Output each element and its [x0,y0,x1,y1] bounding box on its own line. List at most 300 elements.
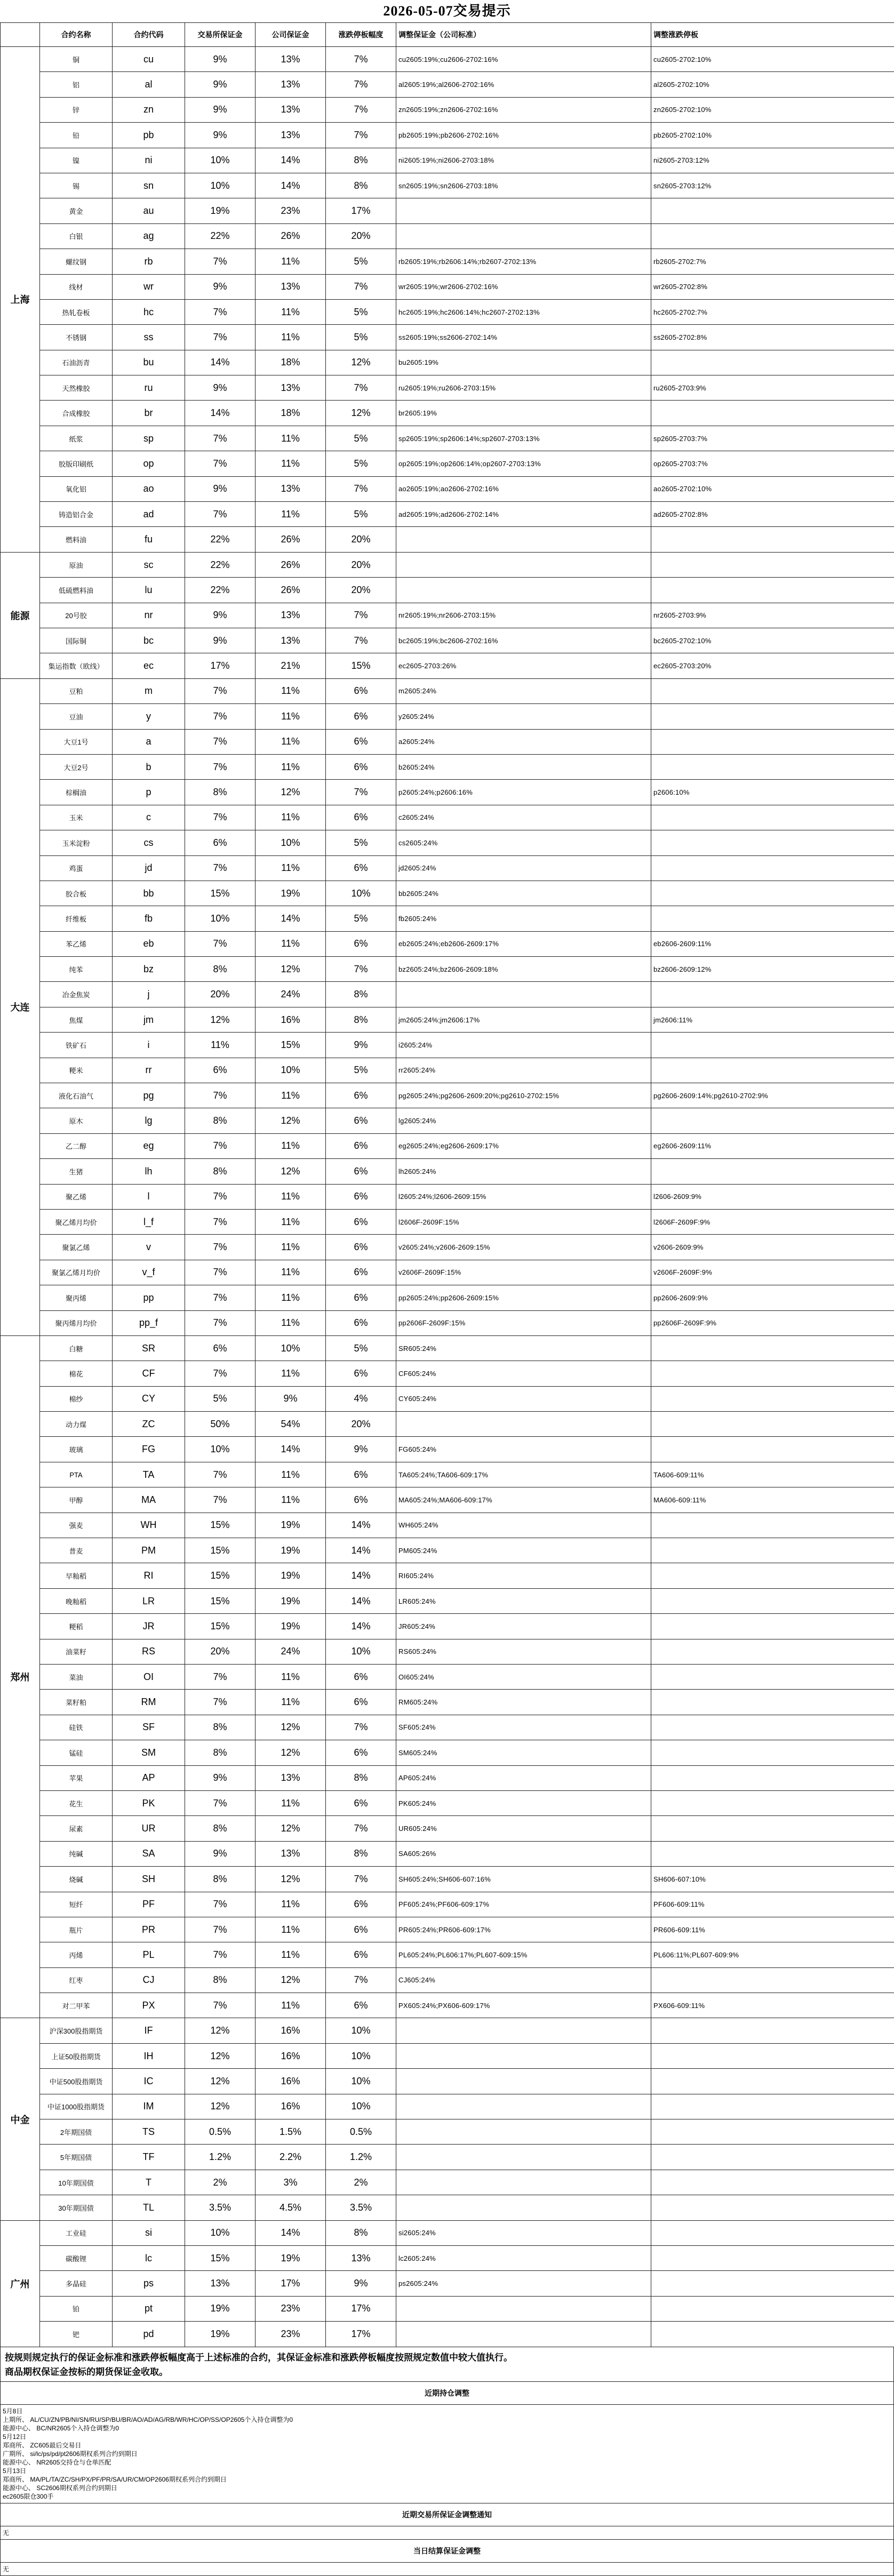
table-row [1,274,894,299]
adjusted-limit-cell [651,1159,894,1184]
contract-code-cell: y [113,704,185,729]
contract-name-cell: 甲醇 [40,1487,113,1513]
company-margin-cell: 11% [256,1260,326,1285]
table-row [1,729,894,754]
adjusted-margin-cell [396,2119,651,2145]
adjusted-margin-cell: RS605:24% [396,1639,651,1664]
adjusted-margin-cell: ni2605:19%;ni2606-2703:18% [396,148,651,173]
contract-name-cell: 胶版印刷纸 [40,451,113,476]
contract-code-cell: pg [113,1083,185,1108]
exchange-margin-cell: 9% [185,97,256,122]
price-limit-cell: 1.2% [326,2145,396,2170]
price-limit-cell: 7% [326,1715,396,1740]
price-limit-cell: 7% [326,476,396,501]
contract-name-cell: 中证500股指期货 [40,2069,113,2094]
adjusted-margin-cell: cu2605:19%;cu2606-2702:16% [396,47,651,72]
contract-name-cell: 铂 [40,2296,113,2321]
contract-name-cell: 螺纹钢 [40,249,113,274]
adjusted-limit-cell: cu2605-2702:10% [651,47,894,72]
adjusted-limit-cell [651,1690,894,1715]
company-margin-cell: 11% [256,249,326,274]
contract-code-cell: PK [113,1790,185,1815]
contract-name-cell: 菜籽粕 [40,1690,113,1715]
price-limit-cell: 8% [326,1841,396,1866]
exchange-margin-cell: 7% [185,1285,256,1310]
adjusted-limit-cell [651,527,894,552]
company-margin-cell: 19% [256,2245,326,2270]
contract-code-cell: IC [113,2069,185,2094]
adjusted-limit-cell: PX606-609:11% [651,1993,894,2018]
exchange-margin-cell: 8% [185,780,256,805]
table-row [1,2322,894,2347]
contract-code-cell: si [113,2220,185,2245]
contract-name-cell: 中证1000股指期货 [40,2094,113,2119]
exchange-cell: 中金 [1,2018,40,2220]
table-row [1,1967,894,1993]
rules-note-line2: 商品期权保证金按标的期货保证金收取。 [5,2365,889,2379]
contract-name-cell: 聚丙烯 [40,1285,113,1310]
adjusted-margin-cell: rr2605:24% [396,1058,651,1083]
contract-code-cell: bz [113,957,185,982]
price-limit-cell: 6% [326,1487,396,1513]
contract-code-cell: lg [113,1108,185,1133]
table-row [1,1942,894,1967]
adjusted-limit-cell [651,1412,894,1437]
contract-name-cell: 纸浆 [40,426,113,451]
contract-code-cell: ni [113,148,185,173]
contract-code-cell: hc [113,299,185,324]
adjusted-limit-cell: hc2605-2702:7% [651,299,894,324]
exchange-cell: 大连 [1,678,40,1335]
contract-code-cell: a [113,729,185,754]
company-margin-cell: 13% [256,97,326,122]
table-row [1,704,894,729]
contract-code-cell: CJ [113,1967,185,1993]
contract-code-cell: fb [113,906,185,931]
exchange-margin-cell: 7% [185,1917,256,1942]
adjusted-margin-cell: CF605:24% [396,1361,651,1386]
price-limit-cell: 12% [326,350,396,375]
contract-code-cell: PF [113,1892,185,1917]
exchange-margin-cell: 6% [185,1058,256,1083]
contract-code-cell: sc [113,552,185,577]
table-row [1,1665,894,1690]
price-limit-cell: 10% [326,1639,396,1664]
adjusted-margin-cell: ss2605:19%;ss2606-2702:14% [396,325,651,350]
company-margin-cell: 19% [256,1538,326,1563]
contract-name-cell: 玉米 [40,805,113,830]
contract-name-cell: 强麦 [40,1513,113,1538]
company-margin-cell: 16% [256,2069,326,2094]
contract-code-cell: wr [113,274,185,299]
adjusted-limit-cell: v2606F-2609F:9% [651,1260,894,1285]
price-limit-cell: 6% [326,1108,396,1133]
contract-name-cell: 胶合板 [40,881,113,906]
contract-name-cell: 聚乙烯月均价 [40,1209,113,1234]
exchange-margin-cell: 7% [185,1184,256,1209]
adjusted-limit-cell [651,2170,894,2195]
contract-code-cell: fu [113,527,185,552]
price-limit-cell: 8% [326,1765,396,1790]
adjusted-limit-cell: ru2605-2703:9% [651,375,894,401]
table-row [1,982,894,1007]
exchange-margin-cell: 22% [185,223,256,249]
exchange-cell: 上海 [1,47,40,553]
table-row [1,2170,894,2195]
adjusted-margin-cell: CJ605:24% [396,1967,651,1993]
contract-name-cell: 生猪 [40,1159,113,1184]
price-limit-cell: 6% [326,1917,396,1942]
table-row [1,1260,894,1285]
adjusted-limit-cell [651,830,894,855]
table-row [1,350,894,375]
adjusted-limit-cell [651,552,894,577]
table-row [1,1690,894,1715]
settlement-section [0,2540,894,2576]
contract-code-cell: SF [113,1715,185,1740]
adjusted-limit-cell [651,1437,894,1462]
table-row [1,578,894,603]
table-row [1,552,894,577]
price-limit-cell: 5% [326,426,396,451]
adjusted-limit-cell [651,2322,894,2347]
contract-code-cell: jd [113,855,185,881]
company-margin-cell: 11% [256,1361,326,1386]
adjusted-margin-cell: UR605:24% [396,1816,651,1841]
company-margin-cell: 11% [256,1235,326,1260]
contract-name-cell: 豆粕 [40,678,113,703]
company-margin-cell: 14% [256,906,326,931]
adjusted-limit-cell [651,729,894,754]
contract-name-cell: 20号胶 [40,603,113,628]
contract-name-cell: 聚氯乙烯 [40,1235,113,1260]
contract-name-cell: 晚籼稻 [40,1588,113,1613]
adjusted-limit-cell [651,1588,894,1613]
adjusted-margin-cell: jd2605:24% [396,855,651,881]
rules-note [0,2347,894,2381]
contract-name-cell: 天然橡胶 [40,375,113,401]
table-row [1,1790,894,1815]
company-margin-cell: 11% [256,451,326,476]
table-row [1,881,894,906]
adjusted-limit-cell [651,2296,894,2321]
adjusted-limit-cell: nr2605-2703:9% [651,603,894,628]
contract-name-cell: 原木 [40,1108,113,1133]
exchange-margin-cell: 6% [185,830,256,855]
company-margin-cell: 26% [256,552,326,577]
price-limit-cell: 7% [326,274,396,299]
company-margin-cell: 21% [256,653,326,678]
exchange-margin-cell: 9% [185,47,256,72]
adjusted-limit-cell [651,1967,894,1993]
contract-code-cell: cs [113,830,185,855]
price-limit-cell: 2% [326,2170,396,2195]
company-margin-cell: 11% [256,931,326,956]
contract-name-cell: 5年期国债 [40,2145,113,2170]
contract-name-cell: 2年期国债 [40,2119,113,2145]
adjusted-margin-cell: zn2605:19%;zn2606-2702:16% [396,97,651,122]
exchange-margin-cell: 7% [185,502,256,527]
price-limit-cell: 5% [326,451,396,476]
adjusted-limit-cell [651,906,894,931]
company-margin-cell: 24% [256,982,326,1007]
contract-code-cell: eb [113,931,185,956]
price-limit-cell: 0.5% [326,2119,396,2145]
adjusted-margin-cell [396,527,651,552]
contract-code-cell: op [113,451,185,476]
table-row [1,780,894,805]
price-limit-cell: 8% [326,1007,396,1032]
exchange-margin-cell: 12% [185,2094,256,2119]
adjusted-limit-cell [651,881,894,906]
adjusted-margin-cell: AP605:24% [396,1765,651,1790]
adjusted-limit-cell: sp2605-2703:7% [651,426,894,451]
company-margin-cell: 26% [256,527,326,552]
company-margin-cell: 12% [256,1715,326,1740]
adjusted-limit-cell [651,678,894,703]
exchange-margin-cell: 20% [185,1639,256,1664]
contract-code-cell: pp [113,1285,185,1310]
company-margin-cell: 23% [256,2296,326,2321]
adjusted-margin-cell: bu2605:19% [396,350,651,375]
adjusted-limit-cell [651,1740,894,1765]
contract-code-cell: JR [113,1614,185,1639]
exchange-margin-cell: 15% [185,881,256,906]
price-limit-cell: 7% [326,375,396,401]
recent-position-line: ec2605限仓300手 [3,2492,891,2501]
adjusted-limit-cell [651,1058,894,1083]
adjusted-limit-cell [651,1639,894,1664]
exchange-margin-cell: 7% [185,299,256,324]
exchange-margin-cell: 7% [185,754,256,779]
adjusted-margin-cell: PR605:24%;PR606-609:17% [396,1917,651,1942]
contract-name-cell: 短纤 [40,1892,113,1917]
price-limit-cell: 7% [326,780,396,805]
adjusted-limit-cell [651,578,894,603]
adjusted-limit-cell [651,805,894,830]
exchange-margin-cell: 9% [185,476,256,501]
adjusted-margin-cell: eg2605:24%;eg2606-2609:17% [396,1133,651,1158]
adjusted-margin-cell [396,1412,651,1437]
price-limit-cell: 10% [326,881,396,906]
contract-name-cell: 液化石油气 [40,1083,113,1108]
contract-name-cell: 集运指数（欧线） [40,653,113,678]
table-row [1,678,894,703]
exchange-margin-cell: 7% [185,704,256,729]
adjusted-limit-cell [651,1765,894,1790]
table-row [1,1007,894,1032]
contract-code-cell: sn [113,173,185,198]
adjusted-limit-cell: bc2605-2702:10% [651,628,894,653]
adjusted-margin-cell: c2605:24% [396,805,651,830]
exchange-margin-cell: 15% [185,1614,256,1639]
table-row [1,2220,894,2245]
adjusted-limit-cell: pp2606F-2609F:9% [651,1310,894,1335]
price-limit-cell: 7% [326,47,396,72]
adjusted-margin-cell: v2605:24%;v2606-2609:15% [396,1235,651,1260]
table-row [1,1310,894,1335]
page-title: 2026-05-07交易提示 [0,0,894,22]
exchange-margin-cell: 10% [185,906,256,931]
adjusted-margin-cell: rb2605:19%;rb2606:14%;rb2607-2702:13% [396,249,651,274]
table-row [1,223,894,249]
recent-position-line: 上期所、 AL/CU/ZN/PB/NI/SN/RU/SP/BU/BR/AO/AD/AG/RB/WR/HC/OP/SS/OP2605个入持仓调整为0 [3,2415,891,2424]
company-margin-cell: 13% [256,1841,326,1866]
contract-name-cell: 白银 [40,223,113,249]
price-limit-cell: 10% [326,2018,396,2043]
exchange-margin-cell: 5% [185,1386,256,1411]
recent-position-line: 郑商所、 ZC605最后交易日 [3,2441,891,2450]
company-margin-cell: 26% [256,223,326,249]
company-margin-cell: 11% [256,729,326,754]
table-header-row [1,23,894,47]
table-row [1,2018,894,2043]
contract-code-cell: SA [113,1841,185,1866]
exchange-margin-cell: 10% [185,148,256,173]
contract-code-cell: cu [113,47,185,72]
company-margin-cell: 16% [256,2018,326,2043]
price-limit-cell: 6% [326,1462,396,1487]
recent-position-body [1,2405,893,2503]
company-margin-cell: 9% [256,1386,326,1411]
company-margin-cell: 11% [256,426,326,451]
adjusted-margin-cell: l2605:24%;l2606-2609:15% [396,1184,651,1209]
table-row [1,426,894,451]
adjusted-margin-cell [396,2145,651,2170]
table-row [1,1209,894,1234]
company-margin-cell: 12% [256,1816,326,1841]
contract-name-cell: 纯碱 [40,1841,113,1866]
table-row [1,1133,894,1158]
company-margin-cell: 13% [256,1765,326,1790]
recent-position-line: 能源中心、 BC/NR2605个入持仓调整为0 [3,2424,891,2433]
company-margin-cell: 14% [256,1437,326,1462]
table-row [1,754,894,779]
contract-code-cell: SM [113,1740,185,1765]
exchange-margin-cell: 7% [185,678,256,703]
contract-code-cell: b [113,754,185,779]
contract-code-cell: RS [113,1639,185,1664]
contract-code-cell: LR [113,1588,185,1613]
contract-name-cell: 红枣 [40,1967,113,1993]
contract-code-cell: bb [113,881,185,906]
company-margin-cell: 10% [256,1058,326,1083]
contract-name-cell: 石油沥青 [40,350,113,375]
adjusted-margin-cell: m2605:24% [396,678,651,703]
price-limit-cell: 9% [326,1437,396,1462]
rules-note-line1: 按规则规定执行的保证金标准和涨跌停板幅度高于上述标准的合约，其保证金标准和涨跌停板幅度按照规定数值中较大值执行。 [5,2350,889,2365]
price-limit-cell: 13% [326,2245,396,2270]
margin-notice-body: 无 [1,2526,893,2539]
table-row [1,375,894,401]
adjusted-limit-cell [651,2195,894,2220]
contract-name-cell: 锰硅 [40,1740,113,1765]
exchange-margin-cell: 19% [185,2296,256,2321]
company-margin-cell: 19% [256,1614,326,1639]
contract-code-cell: v_f [113,1260,185,1285]
header-exchange [1,23,40,47]
price-limit-cell: 20% [326,1412,396,1437]
exchange-margin-cell: 15% [185,2245,256,2270]
contract-code-cell: PX [113,1993,185,2018]
company-margin-cell: 11% [256,1462,326,1487]
exchange-margin-cell: 9% [185,628,256,653]
contract-name-cell: 苹果 [40,1765,113,1790]
table-row [1,906,894,931]
adjusted-margin-cell: RI605:24% [396,1563,651,1588]
price-limit-cell: 3.5% [326,2195,396,2220]
exchange-margin-cell: 20% [185,982,256,1007]
company-margin-cell: 11% [256,1665,326,1690]
contract-code-cell: ec [113,653,185,678]
table-row [1,123,894,148]
company-margin-cell: 11% [256,502,326,527]
company-margin-cell: 11% [256,1083,326,1108]
table-row [1,1437,894,1462]
table-row [1,1083,894,1108]
price-limit-cell: 6% [326,1993,396,2018]
company-margin-cell: 19% [256,1563,326,1588]
price-limit-cell: 6% [326,1740,396,1765]
exchange-margin-cell: 22% [185,578,256,603]
table-row [1,2094,894,2119]
price-limit-cell: 15% [326,653,396,678]
contract-name-cell: 对二甲苯 [40,1993,113,2018]
table-row [1,2119,894,2145]
exchange-margin-cell: 7% [185,1993,256,2018]
adjusted-margin-cell: p2605:24%;p2606:16% [396,780,651,805]
exchange-margin-cell: 0.5% [185,2119,256,2145]
contract-code-cell: RM [113,1690,185,1715]
table-row [1,830,894,855]
contract-name-cell: 氧化铝 [40,476,113,501]
adjusted-margin-cell: a2605:24% [396,729,651,754]
price-limit-cell: 7% [326,1867,396,1892]
price-limit-cell: 10% [326,2094,396,2119]
adjusted-limit-cell: zn2605-2702:10% [651,97,894,122]
adjusted-limit-cell [651,2094,894,2119]
company-margin-cell: 16% [256,2043,326,2068]
company-margin-cell: 14% [256,173,326,198]
adjusted-margin-cell [396,2018,651,2043]
adjusted-margin-cell: SH605:24%;SH606-607:16% [396,1867,651,1892]
recent-position-line: 5月13日 [3,2467,891,2475]
table-row [1,476,894,501]
exchange-margin-cell: 7% [185,1487,256,1513]
contract-name-cell: 燃料油 [40,527,113,552]
price-limit-cell: 5% [326,299,396,324]
contract-name-cell: 丙烯 [40,1942,113,1967]
contract-name-cell: 锌 [40,97,113,122]
company-margin-cell: 12% [256,1108,326,1133]
contract-code-cell: PM [113,1538,185,1563]
contract-name-cell: 花生 [40,1790,113,1815]
table-row [1,2271,894,2296]
company-margin-cell: 11% [256,1310,326,1335]
exchange-margin-cell: 7% [185,1209,256,1234]
adjusted-limit-cell [651,982,894,1007]
table-row [1,2145,894,2170]
company-margin-cell: 18% [256,401,326,426]
contract-code-cell: lu [113,578,185,603]
header-price-limit: 涨跌停板幅度 [326,23,396,47]
adjusted-margin-cell: ru2605:19%;ru2606-2703:15% [396,375,651,401]
price-limit-cell: 6% [326,754,396,779]
adjusted-limit-cell [651,704,894,729]
contract-name-cell: 30年期国债 [40,2195,113,2220]
adjusted-margin-cell [396,2043,651,2068]
exchange-margin-cell: 7% [185,1361,256,1386]
